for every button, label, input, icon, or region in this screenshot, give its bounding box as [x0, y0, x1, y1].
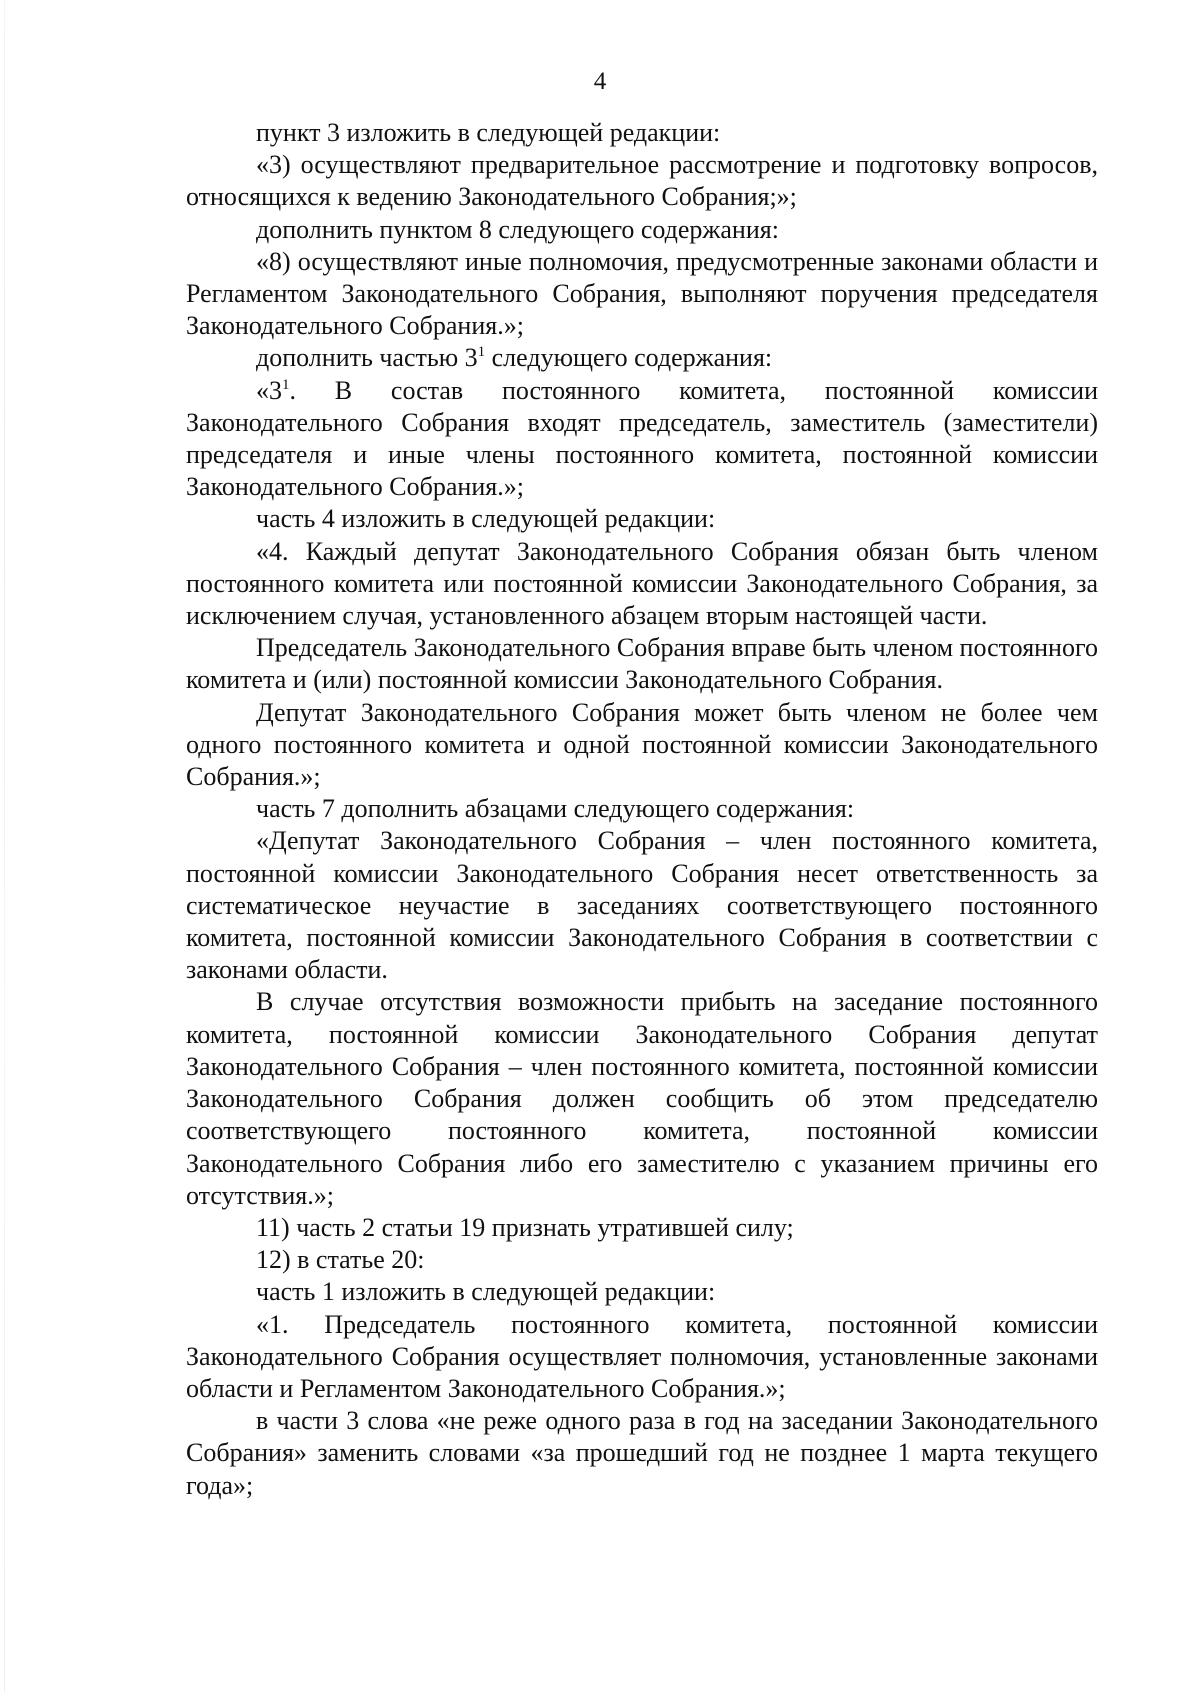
paragraph-16: часть 1 изложить в следующей редакции: [256, 1277, 716, 1307]
paragraph-8: «4. Каждый депутат Законодательного Собрания обязан быть членом постоянного комитета или постоянной комиссии Законодательного Собрания, за исключением случая, установленного абзацем вторым настоящей части. [186, 536, 1098, 631]
paragraph-11: часть 7 дополнить абзацами следующего содержания: [256, 794, 855, 824]
superscript-one: 1 [477, 344, 486, 361]
paragraph-15: 12) в статье 20: [256, 1245, 425, 1275]
paragraph-6 [186, 375, 1098, 504]
paragraph-6-body: . В состав постоянного комитета, постоянной комиссии Законодательного Собрания входят председатель, заместитель (заместители) председателя и иные члены постоянного комитета, постоянной комиссии Законодательного Собрания.»; [186, 375, 1098, 502]
paragraph-12: «Депутат Законодательного Собрания – член постоянного комитета, постоянной комиссии Законодательного Собрания несет ответственность за систематическое неучастие в заседаниях соответствующего постоянного комитета, постоянной комиссии Законодательного Собрания в соответствии с законами области. [186, 826, 1098, 985]
paragraph-7: часть 4 изложить в следующей редакции: [256, 504, 716, 534]
paragraph-5 [186, 342, 1098, 374]
paragraph-3: дополнить пунктом 8 следующего содержания: [256, 214, 779, 244]
paragraph-17: «1. Председатель постоянного комитета, постоянной комиссии Законодательного Собрания осуществляет полномочия, установленные законами области и Регламентом Законодательного Собрания.»; [186, 1309, 1098, 1403]
paragraph-10: Депутат Законодательного Собрания может быть членом не более чем одного постоянного комитета и одной постоянной комиссии Законодательного Собрания.»; [186, 697, 1098, 792]
paragraph-1: пункт 3 изложить в следующей редакции: [256, 118, 721, 147]
paragraph-9: Председатель Законодательного Собрания вправе быть членом постоянного комитета и (или) постоянной комиссии Законодательного Собрания. [186, 633, 1098, 695]
document-body [186, 117, 1098, 1502]
paragraph-2: «3) осуществляют предварительное рассмотрение и подготовку вопросов, относящихся к ведению Законодательного Собрания;»; [186, 150, 1098, 212]
paragraph-18: в части 3 слова «не реже одного раза в год на заседании Законодательного Собрания» заменить словами «за прошедший год не позднее 1 марта текущего года»; [186, 1406, 1098, 1500]
paragraph-4: «8) осуществляют иные полномочия, предусмотренные законами области и Регламентом Законодательного Собрания, выполняют поручения председателя Законодательного Собрания.»; [186, 246, 1098, 341]
scan-edge [4, 0, 5, 1692]
paragraph-6-lead: «3 [256, 375, 282, 405]
paragraph-14: 11) часть 2 статьи 19 признать утратившей силу; [256, 1212, 794, 1242]
paragraph-5-tail: следующего содержания: [485, 343, 773, 373]
paragraph-5-lead: дополнить частью 3 [256, 343, 478, 373]
superscript-one: 1 [282, 376, 290, 393]
paragraph-13: В случае отсутствия возможности прибыть на заседание постоянного комитета, постоянной комиссии Законодательного Собрания депутат Законодательного Собрания – член постоянного комитета, постоянной комиссии Законодательного Собрания должен сообщить об этом председателю соответствующего постоянного комитета, постоянной комиссии Законодательного Собрания либо его заместителю с указанием причины его отсутствия.»; [186, 987, 1098, 1210]
page-number: 4 [593, 68, 607, 95]
